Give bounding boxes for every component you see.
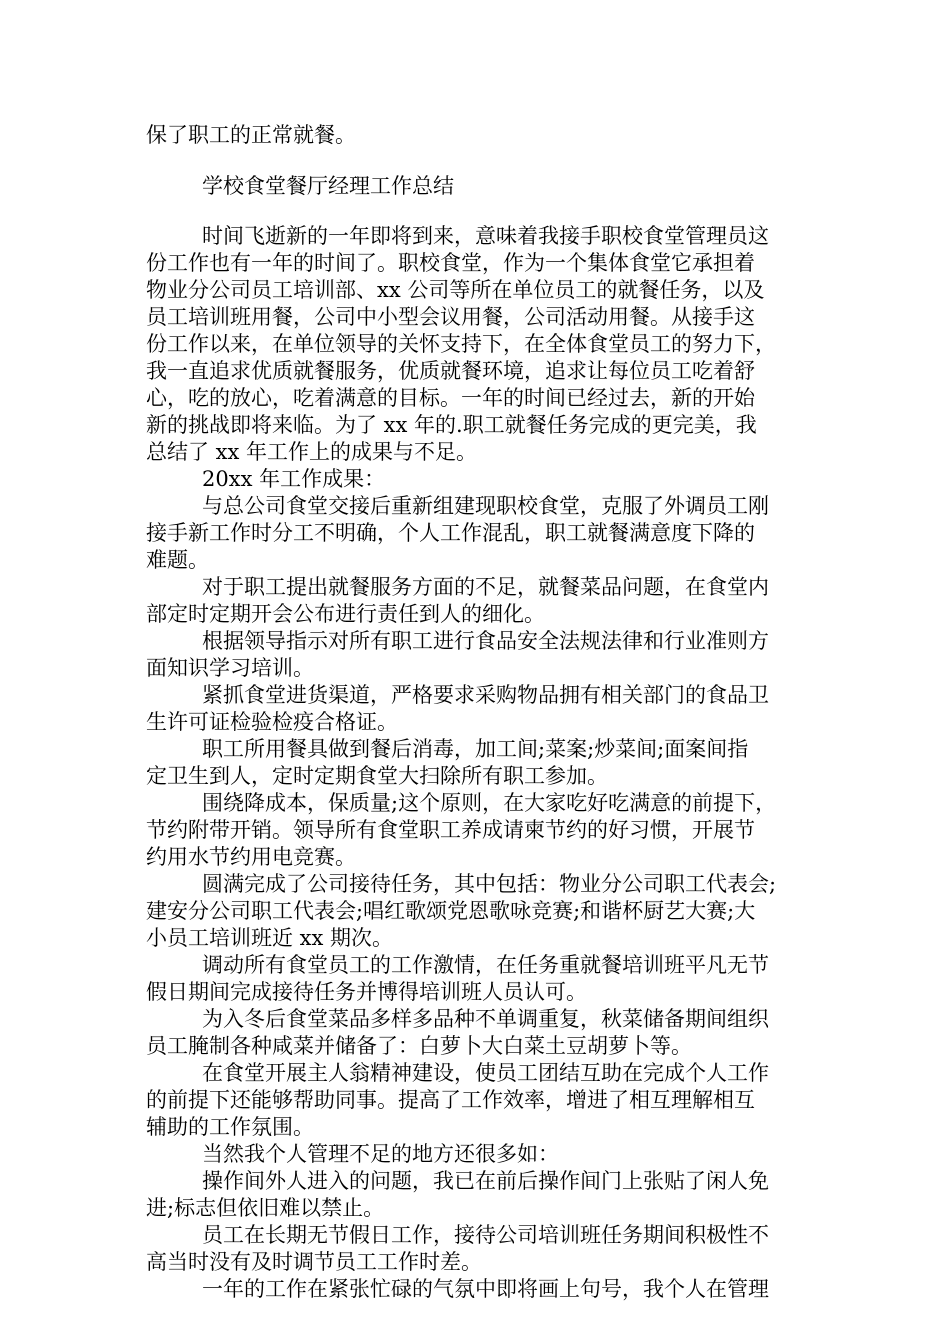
paragraph-line: 我一直追求优质就餐服务，优质就餐环境，追求让每位员工吃着舒 bbox=[146, 359, 755, 383]
paragraph-line: 围绕降成本，保质量;这个原则，在大家吃好吃满意的前提下， bbox=[202, 791, 777, 815]
paragraph-line: 份工作以来，在单位领导的关怀支持下，在全体食堂员工的努力下， bbox=[146, 332, 776, 356]
paragraph-line: 的前提下还能够帮助同事。提高了工作效率，增进了相互理解相互 bbox=[146, 1088, 755, 1112]
paragraph-line: 与总公司食堂交接后重新组建现职校食堂，克服了外调员工刚 bbox=[202, 494, 769, 518]
paragraph-line: 紧抓食堂进货渠道，严格要求采购物品拥有相关部门的食品卫 bbox=[202, 683, 769, 707]
paragraph-line: 新的挑战即将来临。为了 xx 年的.职工就餐任务完成的更完美，我 bbox=[146, 413, 757, 437]
paragraph-line: 接手新工作时分工不明确，个人工作混乱，职工就餐满意度下降的 bbox=[146, 521, 755, 545]
paragraph-line: 保了职工的正常就餐。 bbox=[146, 123, 356, 147]
paragraph-line: 员工腌制各种咸菜并储备了：白萝卜大白菜土豆胡萝卜等。 bbox=[146, 1034, 692, 1058]
paragraph-line: 份工作也有一年的时间了。职校食堂，作为一个集体食堂它承担着 bbox=[146, 251, 755, 275]
paragraph-line: 总结了 xx 年工作上的成果与不足。 bbox=[146, 440, 478, 464]
paragraph-line: 假日期间完成接待任务并博得培训班人员认可。 bbox=[146, 980, 587, 1004]
paragraph-line: 圆满完成了公司接待任务，其中包括：物业分公司职工代表会; bbox=[202, 872, 777, 896]
paragraph-line: 小员工培训班近 xx 期次。 bbox=[146, 926, 394, 950]
paragraph-line: 难题。 bbox=[146, 548, 209, 572]
paragraph-line: 为入冬后食堂菜品多样多品种不单调重复，秋菜储备期间组织 bbox=[202, 1007, 769, 1031]
paragraph-line: 操作间外人进入的问题，我已在前后操作间门上张贴了闲人免 bbox=[202, 1169, 769, 1193]
paragraph-line: 心，吃的放心，吃着满意的目标。一年的时间已经过去，新的开始 bbox=[146, 386, 755, 410]
paragraph-line: 定卫生到人，定时定期食堂大扫除所有职工参加。 bbox=[146, 764, 608, 788]
paragraph-line: 面知识学习培训。 bbox=[146, 656, 314, 680]
document-title: 学校食堂餐厅经理工作总结 bbox=[202, 174, 454, 198]
paragraph-line: 根据领导指示对所有职工进行食品安全法规法律和行业准则方 bbox=[202, 629, 769, 653]
paragraph-line: 员工在长期无节假日工作，接待公司培训班任务期间积极性不 bbox=[202, 1223, 769, 1247]
paragraph-line: 进;标志但依旧难以禁止。 bbox=[146, 1196, 385, 1220]
paragraph-line: 节约附带开销。领导所有食堂职工养成请柬节约的好习惯，开展节 bbox=[146, 818, 755, 842]
paragraph-line: 物业分公司员工培训部、xx 公司等所在单位员工的就餐任务，以及 bbox=[146, 278, 765, 302]
paragraph-line: 时间飞逝新的一年即将到来，意味着我接手职校食堂管理员这 bbox=[202, 224, 769, 248]
paragraph-line: 对于职工提出就餐服务方面的不足，就餐菜品问题，在食堂内 bbox=[202, 575, 769, 599]
paragraph-line: 20xx 年工作成果： bbox=[202, 467, 386, 491]
paragraph-line: 调动所有食堂员工的工作激情，在任务重就餐培训班平凡无节 bbox=[202, 953, 769, 977]
paragraph-line: 约用水节约用电竞赛。 bbox=[146, 845, 356, 869]
paragraph-line: 建安分公司职工代表会;唱红歌颂党恩歌咏竞赛;和谐杯厨艺大赛;大 bbox=[146, 899, 756, 923]
paragraph-line: 辅助的工作氛围。 bbox=[146, 1115, 314, 1139]
paragraph-line: 部定时定期开会公布进行责任到人的细化。 bbox=[146, 602, 545, 626]
paragraph-line: 职工所用餐具做到餐后消毒，加工间;菜案;炒菜间;面案间指 bbox=[202, 737, 749, 761]
paragraph-line: 在食堂开展主人翁精神建设，使员工团结互助在完成个人工作 bbox=[202, 1061, 769, 1085]
paragraph-line: 员工培训班用餐，公司中小型会议用餐，公司活动用餐。从接手这 bbox=[146, 305, 755, 329]
paragraph-line: 当然我个人管理不足的地方还很多如： bbox=[202, 1142, 559, 1166]
document-body bbox=[146, 122, 811, 1303]
paragraph-line: 一年的工作在紧张忙碌的气氛中即将画上句号，我个人在管理 bbox=[202, 1277, 769, 1301]
paragraph-line: 生许可证检验检疫合格证。 bbox=[146, 710, 398, 734]
paragraph-line: 高当时没有及时调节员工工作时差。 bbox=[146, 1250, 482, 1274]
